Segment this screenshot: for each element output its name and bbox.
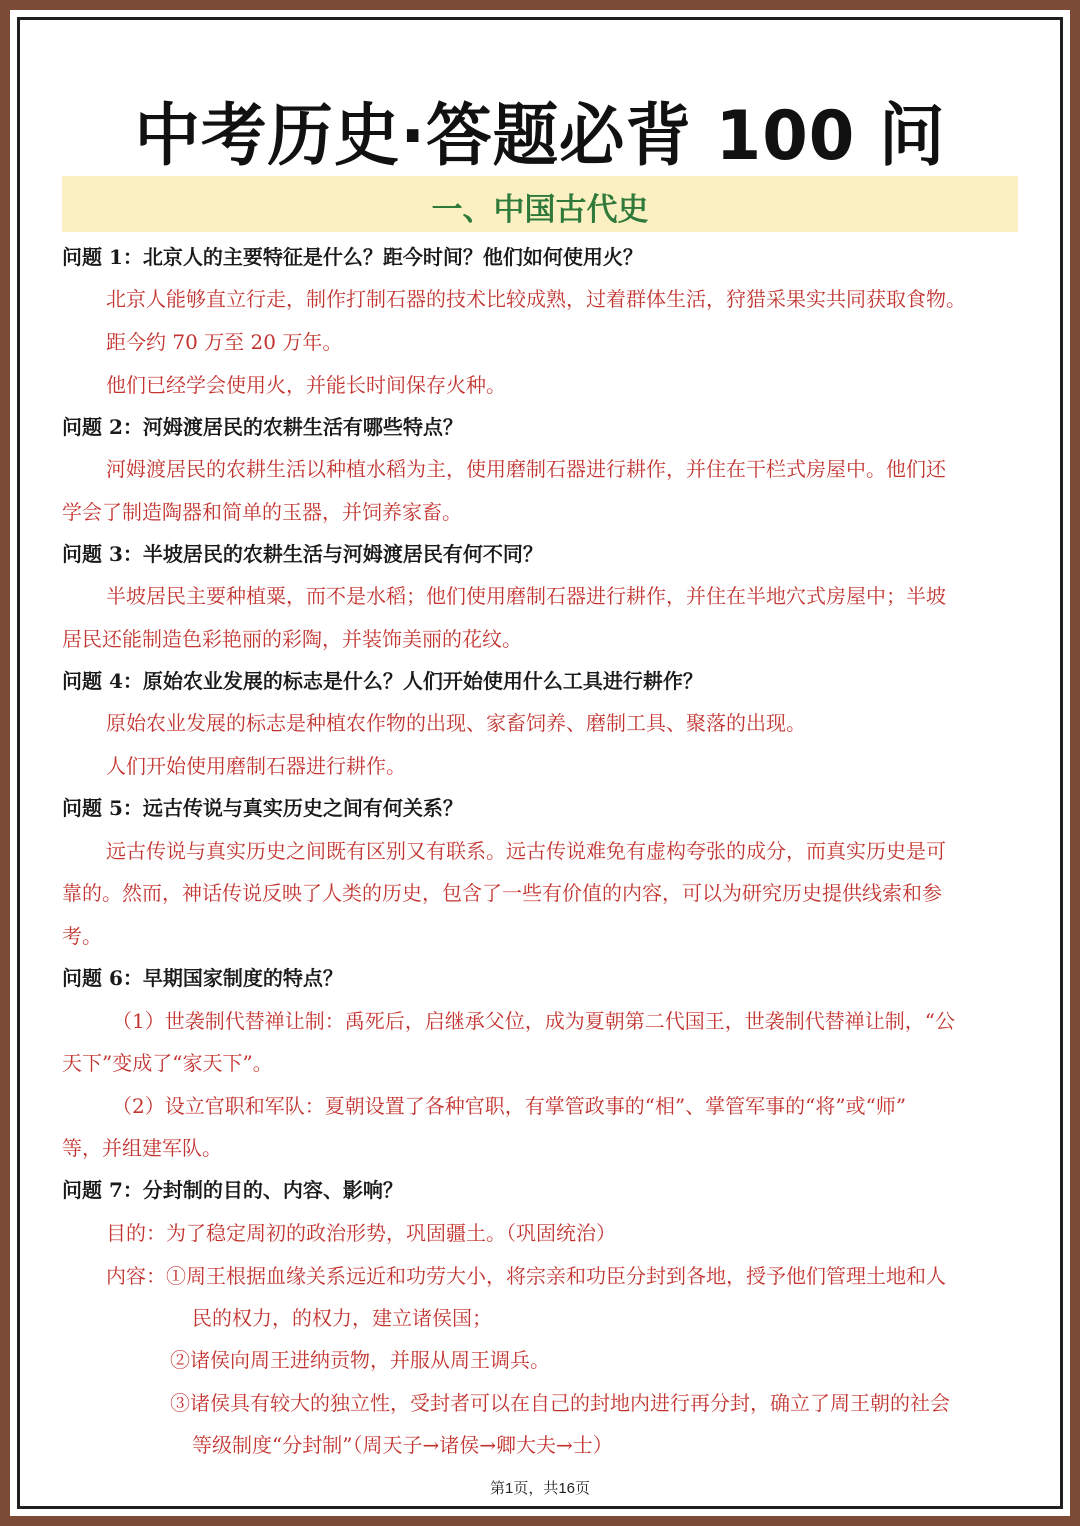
answer-7-line-2: 内容：①周王根据血缘关系远近和功劳大小，将宗亲和功臣分封到各地，授予他们管理土地和人 (106, 1264, 946, 1288)
answer-4-line-2: 人们开始使用磨制石器进行耕作。 (106, 754, 406, 778)
answer-4-line-1: 原始农业发展的标志是种植农作物的出现、家畜饲养、磨制工具、聚落的出现。 (106, 711, 806, 735)
answer-7-line-3: 民的权力，的权力，建立诸侯国； (192, 1306, 492, 1330)
section-title: 一、中国古代史 (431, 192, 649, 228)
question-7: 问题 7：分封制的目的、内容、影响？ (62, 1178, 403, 1202)
answer-6-line-2: 天下”变成了“家天下”。 (62, 1051, 273, 1075)
question-6: 问题 6：早期国家制度的特点？ (62, 966, 343, 990)
section-banner (62, 176, 1018, 232)
answer-6-line-4: 等，并组建军队。 (62, 1136, 222, 1160)
question-3: 问题 3：半坡居民的农耕生活与河姆渡居民有何不同？ (62, 542, 543, 566)
page-title: 中考历史·答题必背 100 问 (134, 97, 946, 176)
page-footer: 第1页，共16页 (489, 1480, 591, 1497)
answer-2-line-2: 学会了制造陶器和简单的玉器，并饲养家畜。 (62, 500, 462, 524)
answer-6-line-1: （1）世袭制代替禅让制：禹死后，启继承父位，成为夏朝第二代国王，世袭制代替禅让制，“公 (112, 1009, 955, 1033)
answer-3-line-2: 居民还能制造色彩艳丽的彩陶，并装饰美丽的花纹。 (62, 627, 522, 651)
answer-5-line-3: 考。 (62, 924, 102, 948)
answer-2-line-1: 河姆渡居民的农耕生活以种植水稻为主，使用磨制石器进行耕作，并住在干栏式房屋中。他们还 (106, 457, 946, 481)
answer-7-line-6: 等级制度“分封制”（周天子→诸侯→卿大夫→士） (192, 1433, 613, 1457)
answer-7-line-1: 目的：为了稳定周初的政治形势，巩固疆土。（巩固统治） (106, 1221, 616, 1245)
answer-1-line-1: 北京人能够直立行走，制作打制石器的技术比较成熟，过着群体生活，狩猎采果实共同获取食物。 (106, 287, 966, 311)
answer-3-line-1: 半坡居民主要种植粟，而不是水稻；他们使用磨制石器进行耕作，并住在半地穴式房屋中；半坡 (106, 584, 946, 608)
question-5: 问题 5：远古传说与真实历史之间有何关系？ (62, 796, 463, 820)
answer-7-line-4: ②诸侯向周王进纳贡物，并服从周王调兵。 (170, 1348, 550, 1372)
answer-1-line-2: 距今约 70 万至 20 万年。 (106, 330, 343, 354)
question-4: 问题 4：原始农业发展的标志是什么？人们开始使用什么工具进行耕作？ (62, 669, 703, 693)
answer-5-line-2: 靠的。然而，神话传说反映了人类的历史，包含了一些有价值的内容，可以为研究历史提供线索和参 (62, 881, 942, 905)
question-1: 问题 1：北京人的主要特征是什么？距今时间？他们如何使用火？ (62, 245, 643, 269)
answer-1-line-3: 他们已经学会使用火，并能长时间保存火种。 (106, 373, 506, 397)
answer-5-line-1: 远古传说与真实历史之间既有区别又有联系。远古传说难免有虚构夸张的成分，而真实历史是可 (106, 839, 946, 863)
answer-6-line-3: （2）设立官职和军队：夏朝设置了各种官职，有掌管政事的“相”、掌管军事的“将”或“师” (112, 1094, 907, 1118)
answer-7-line-5: ③诸侯具有较大的独立性，受封者可以在自己的封地内进行再分封，确立了周王朝的社会 (170, 1391, 950, 1415)
question-2: 问题 2：河姆渡居民的农耕生活有哪些特点？ (62, 415, 463, 439)
